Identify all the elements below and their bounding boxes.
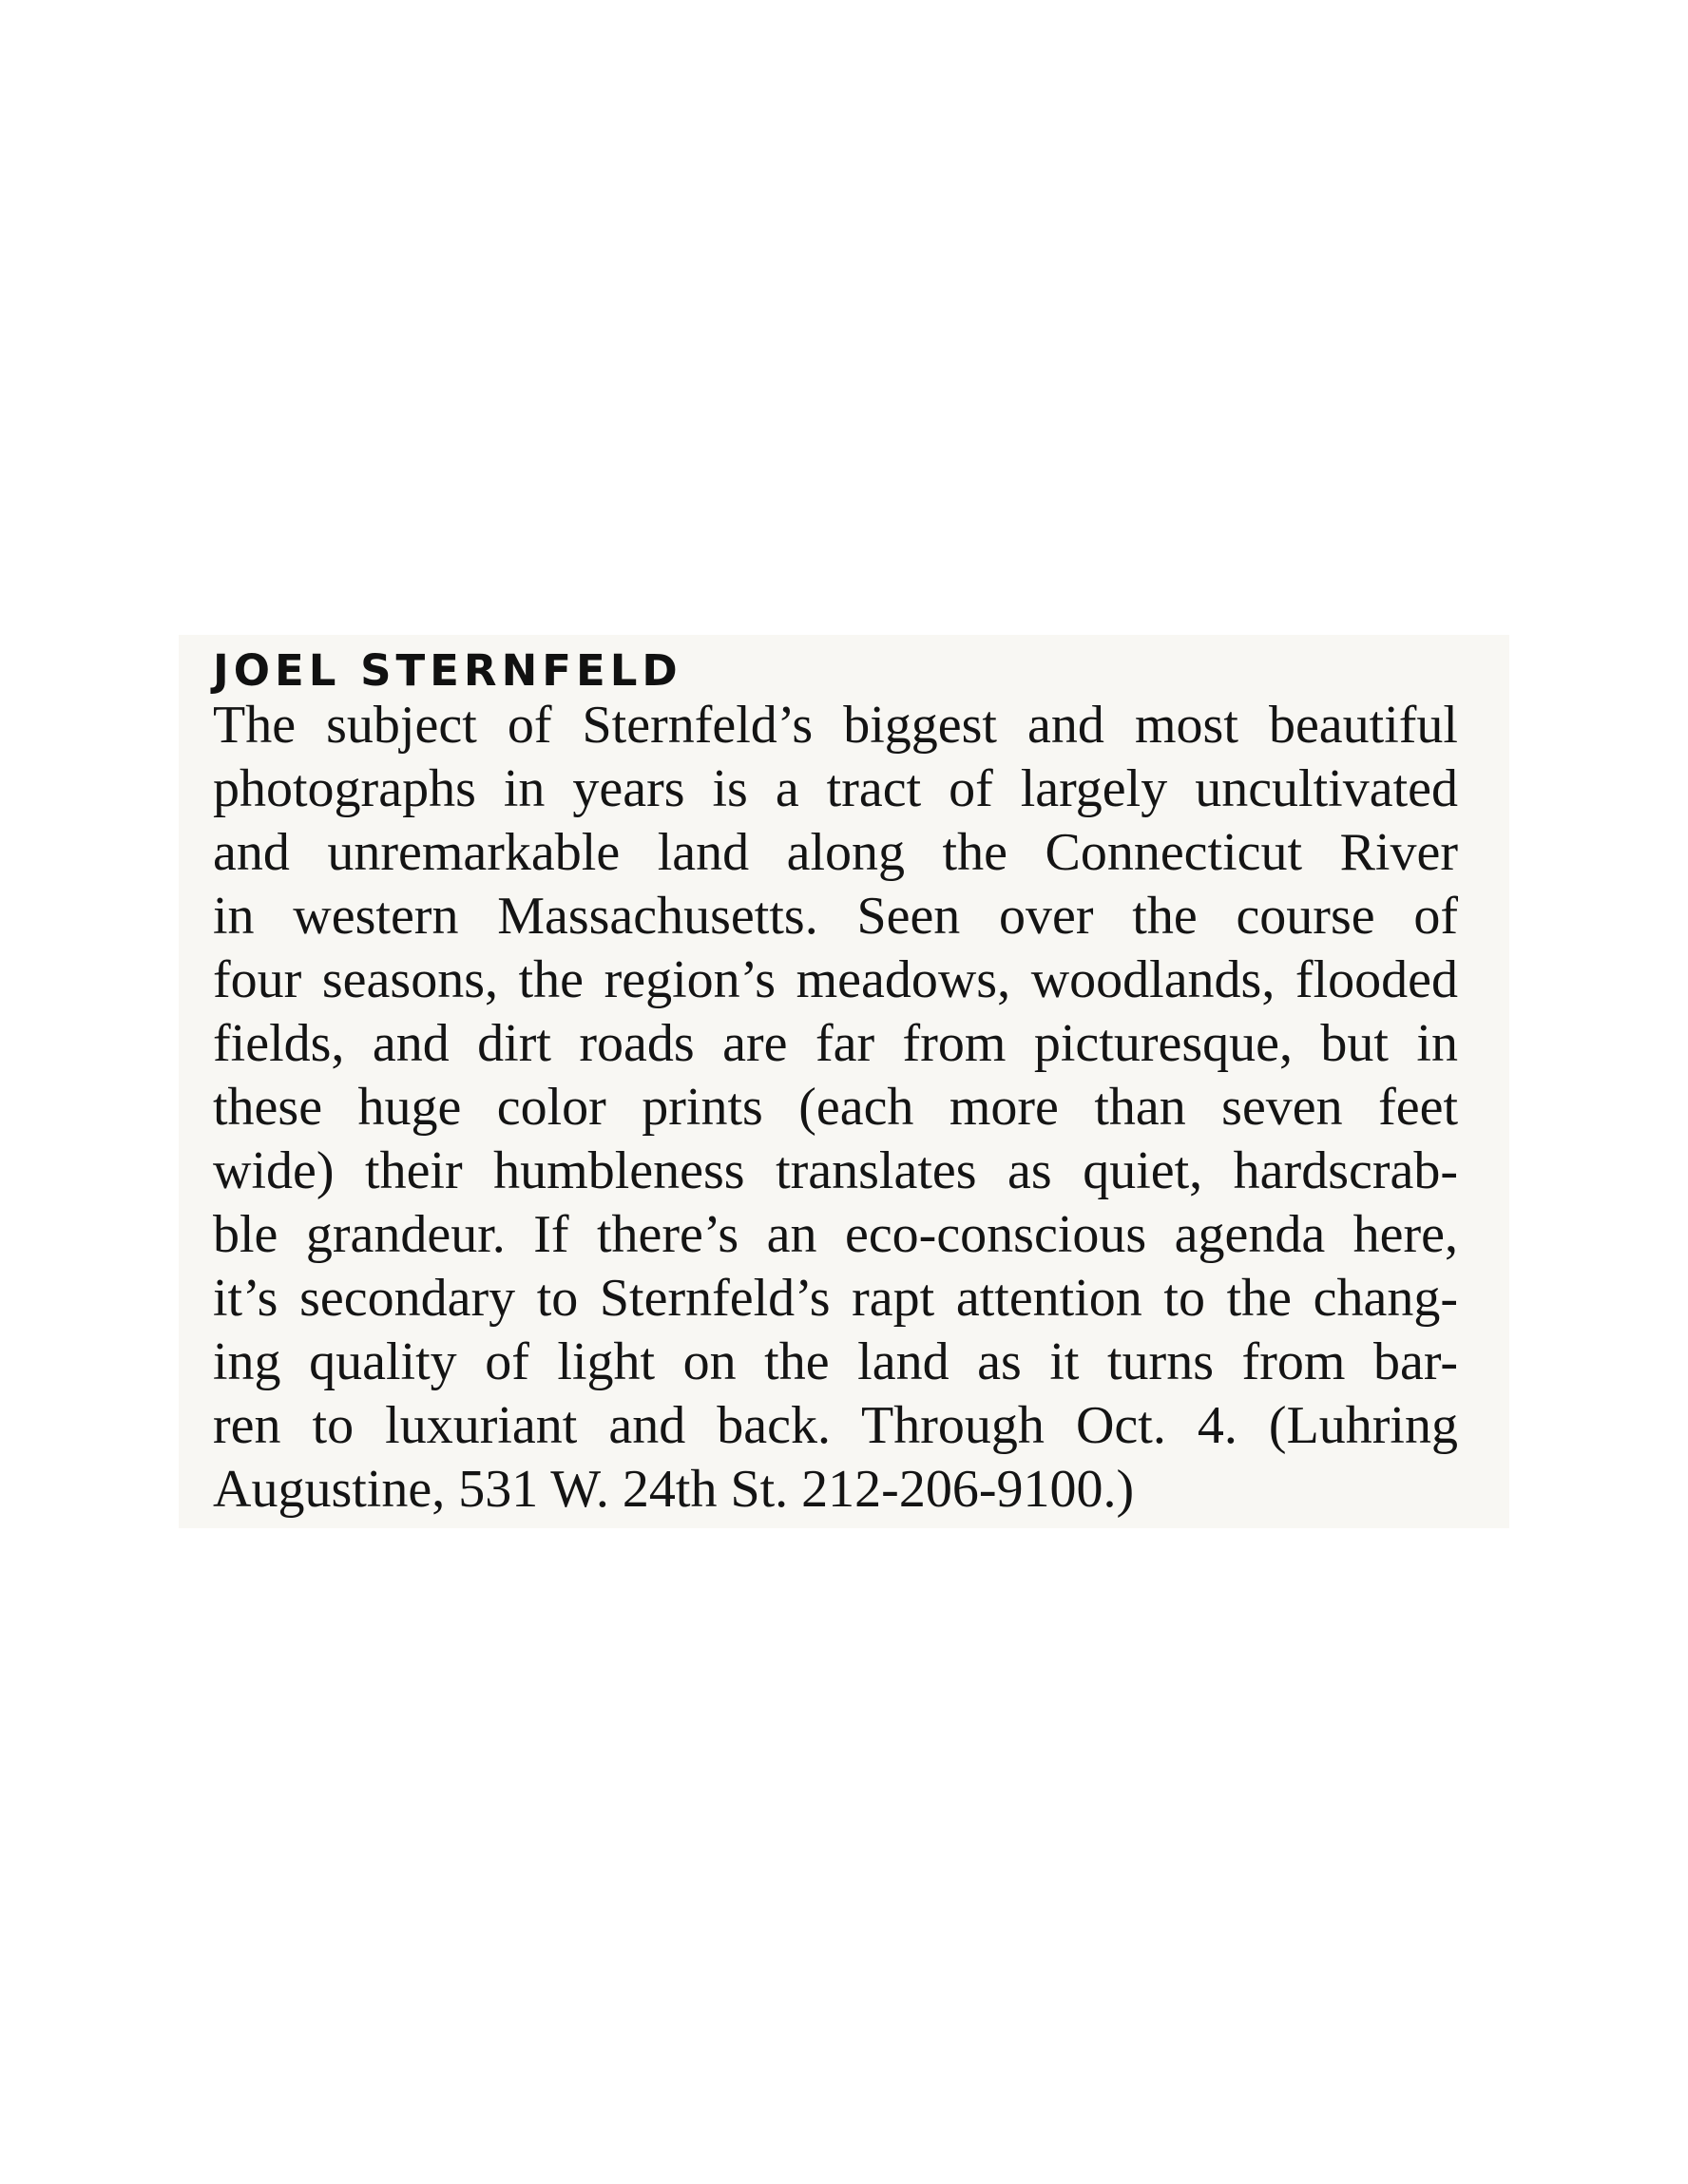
body-line: wide) their humbleness translates as quiet, hardscrab- <box>213 1141 1458 1200</box>
body-line: these huge color prints (each more than seven feet <box>213 1078 1458 1137</box>
body-line: fields, and dirt roads are far from picturesque, but in <box>213 1014 1458 1073</box>
article-clipping <box>179 635 1509 1528</box>
body-line: ing quality of light on the land as it turns from bar- <box>213 1332 1458 1391</box>
body-line: ren to luxuriant and back. Through Oct. 4. (Luhring <box>213 1396 1458 1455</box>
body-line: and unremarkable land along the Connecticut River <box>213 823 1458 882</box>
body-line: The subject of Sternfeld’s biggest and most beautiful <box>213 696 1458 755</box>
body-line: ble grandeur. If there’s an eco-conscious agenda here, <box>213 1205 1458 1264</box>
body-line: it’s secondary to Sternfeld’s rapt attention to the chang- <box>213 1269 1458 1328</box>
body-line: Augustine, 531 W. 24th St. 212-206-9100.) <box>213 1460 1135 1519</box>
body-line: in western Massachusetts. Seen over the course of <box>213 887 1458 946</box>
article-heading: JOEL STERNFELD <box>213 645 682 696</box>
body-line: photographs in years is a tract of largely uncultivated <box>213 759 1458 818</box>
body-line: four seasons, the region’s meadows, woodlands, flooded <box>213 950 1458 1009</box>
article-body <box>213 694 1458 1522</box>
